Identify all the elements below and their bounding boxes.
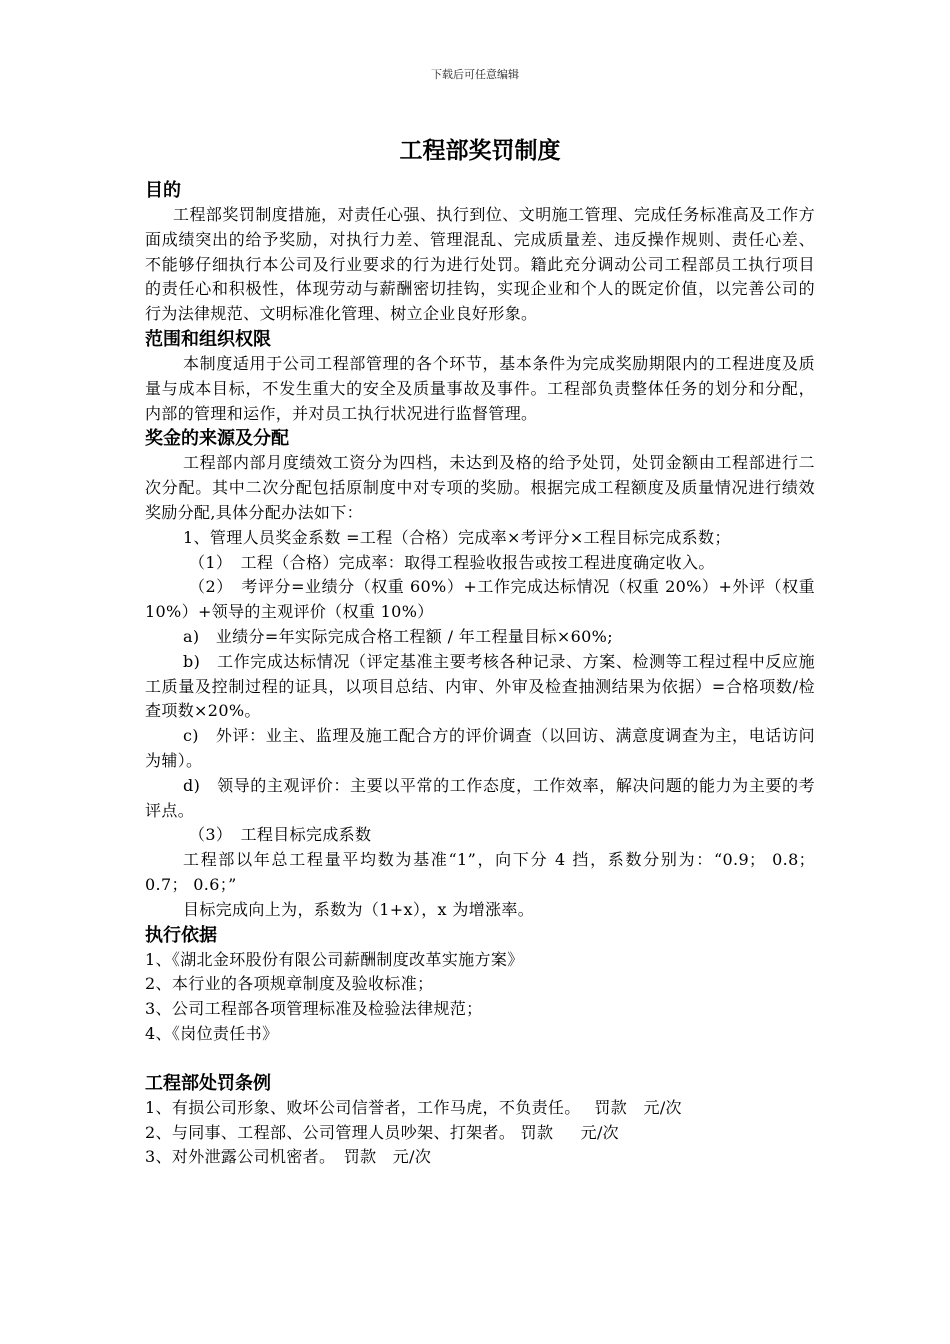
purpose-paragraph: 工程部奖罚制度措施，对责任心强、执行到位、文明施工管理、完成任务标准高及工作方面成绩突出的给予奖励，对执行力差、管理混乱、完成质量差、违反操作规则、责任心差、不能够仔细执行本公司及行业要求的行为进行处罚。籍此充分调动公司工程部员工执行项目的责任心和积极性，体现劳动与薪酬密切挂钩，实现企业和个人的既定价值，以完善公司的行为法律规范、文明标准化管理、树立企业良好形象。 [145,205,815,324]
bonus-item-d: d) 领导的主观评价：主要以平常的工作态度，工作效率，解决问题的能力为主要的考评点。 [145,775,815,820]
spacer [145,1047,815,1071]
bonus-item-3: （3） 工程目标完成系数 [189,825,372,845]
document-title: 工程部奖罚制度 [399,138,561,164]
bonus-intro-paragraph: 工程部内部月度绩效工资分为四档，未达到及格的给予处罚，处罚金额由工程部进行二次分配。其中二次分配包括原制度中对专项的奖励。根据完成工程额度及质量情况进行绩效奖励分配,具体分配办法如下： [145,453,815,522]
penalty-item: 1、有损公司形象、败坏公司信誉者，工作马虎，不负责任。 罚款 元/次 [145,1097,682,1117]
penalty-item: 2、与同事、工程部、公司管理人员吵架、打架者。 罚款 元/次 [145,1122,620,1142]
basis-item: 1、《湖北金环股份有限公司薪酬制度改革实施方案》 [145,949,524,969]
scope-paragraph: 本制度适用于公司工程部管理的各个环节，基本条件为完成奖励期限内的工程进度及质量与成本目标，不发生重大的安全及质量事故及事件。工程部负责整体任务的划分和分配，内部的管理和运作，并对员工执行状况进行监督管理。 [145,353,815,423]
penalty-item: 3、对外泄露公司机密者。 罚款 元/次 [145,1147,432,1167]
section-heading-purpose: 目的 [145,180,181,201]
document-content [145,130,815,1170]
bonus-item-3-text: 工程部以年总工程量平均数为基准“1”，向下分 4 挡，系数分别为：“0.9； 0.8； 0.7； 0.6；” [145,850,815,894]
basis-item: 2、本行业的各项规章制度及验收标准； [145,974,434,994]
bonus-item-c: c) 外评：业主、监理及施工配合方的评价调查（以回访、满意度调查为主，电话访问为辅）。 [145,726,815,770]
bonus-item-b: b) 工作完成达标情况（评定基准主要考核各种记录、方案、检测等工程过程中反应施工质量及控制过程的证具，以项目总结、内审、外审及检查抽测结果为依据）=合格项数/检查项数×20%。 [145,651,815,721]
bonus-item-1: （1） 工程（合格）完成率：取得工程验收报告或按工程进度确定收入。 [189,552,715,572]
bonus-item-a: a) 业绩分=年实际完成合格工程额 / 年工程量目标×60%; [183,626,613,646]
bonus-item-3-text2: 目标完成向上为，系数为（1+x），x 为增涨率。 [183,899,535,919]
section-heading-penalty: 工程部处罚条例 [145,1072,271,1094]
basis-item: 3、公司工程部各项管理标准及检验法律规范； [145,999,483,1019]
header-note: 下载后可任意编辑 [431,68,519,81]
bonus-formula: 1、管理人员奖金系数 =工程（合格）完成率×考评分×工程目标完成系数； [183,527,731,547]
section-heading-bonus: 奖金的来源及分配 [145,428,289,450]
basis-item: 4、《岗位责任书》 [145,1023,279,1043]
section-heading-basis: 执行依据 [145,924,217,946]
bonus-item-2: （2） 考评分=业绩分（权重 60%）+工作完成达标情况（权重 20%）+外评（权重 10%）+领导的主观评价（权重 10%） [145,577,815,622]
section-heading-scope: 范围和组织权限 [145,328,271,350]
